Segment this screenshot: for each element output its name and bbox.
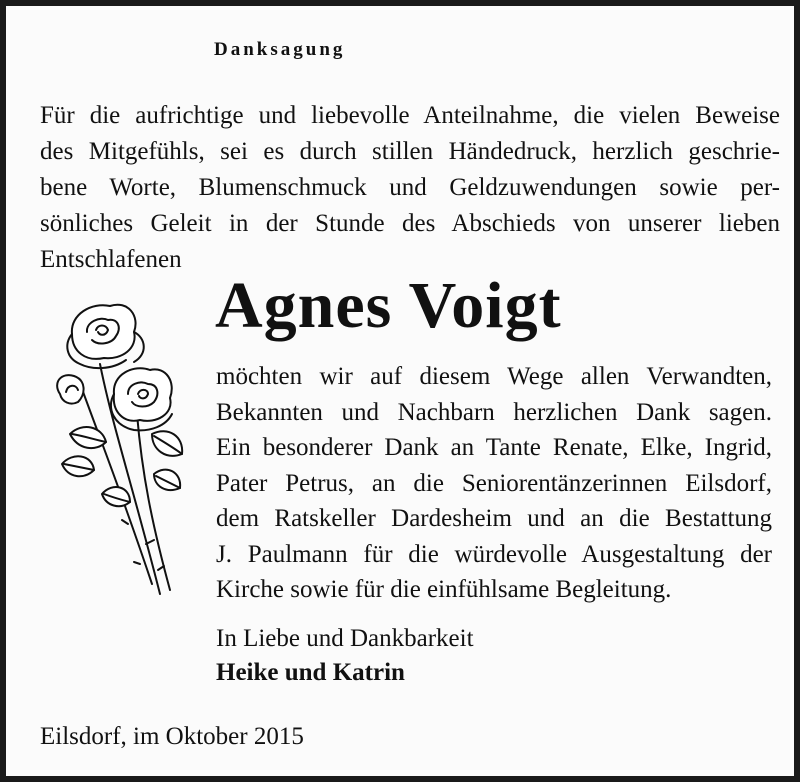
intro-line: des Mitgefühls, sei es durch stillen Händedruck, herzlich geschrie-: [40, 138, 780, 165]
place-date: Eilsdorf, im Oktober 2015: [40, 723, 304, 750]
notice-heading: Danksagung: [214, 39, 346, 60]
intro-line: sönliches Geleit in der Stunde des Abschieds von unserer lieben: [40, 210, 780, 237]
thanks-line: Kirche sowie für die einfühlsame Begleitung.: [216, 576, 672, 603]
thanks-line: dem Ratskeller Dardesheim und an die Bestattung: [216, 505, 772, 532]
closing-lead: In Liebe und Dankbarkeit: [216, 625, 474, 652]
thanks-line: möchten wir auf diesem Wege allen Verwandten,: [216, 363, 772, 390]
roses-illustration-icon: [42, 294, 192, 599]
signatories: Heike und Katrin: [216, 659, 405, 686]
deceased-name: Agnes Voigt: [215, 269, 562, 342]
closing-block: [216, 622, 474, 690]
thanks-line: Ein besonderer Dank an Tante Renate, Elke, Ingrid,: [216, 434, 772, 461]
thanks-paragraph: [216, 359, 772, 608]
intro-line: Für die aufrichtige und liebevolle Anteilnahme, die vielen Beweise: [40, 102, 780, 129]
thanks-line: Pater Petrus, an die Seniorentänzerinnen Eilsdorf,: [216, 469, 772, 497]
intro-paragraph: [40, 98, 780, 278]
thanks-line: Bekannten und Nachbarn herzlichen Dank sagen.: [216, 398, 772, 426]
intro-line: bene Worte, Blumenschmuck und Geldzuwendungen sowie per-: [40, 174, 780, 201]
intro-line: Entschlafenen: [40, 246, 182, 273]
thanks-line: J. Paulmann für die würdevolle Ausgestaltung der: [216, 540, 772, 568]
